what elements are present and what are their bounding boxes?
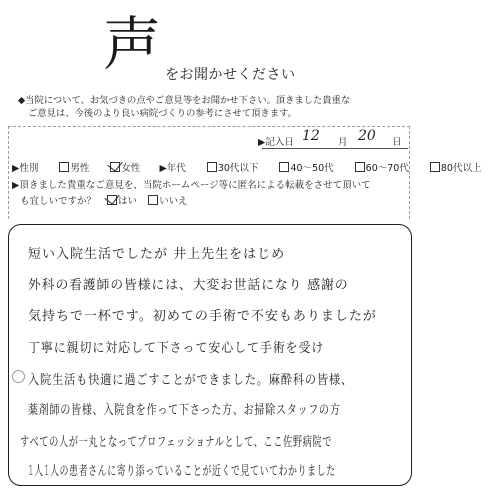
gender-female-option[interactable] bbox=[108, 160, 148, 174]
age-80-checkbox[interactable] bbox=[430, 162, 440, 172]
age-option-60[interactable] bbox=[353, 160, 417, 174]
date-field[interactable] bbox=[258, 128, 408, 148]
age-option-80[interactable] bbox=[428, 160, 490, 174]
comment-line-3: 気持ちで一杯です。初めての手術で不安もありましたが bbox=[28, 309, 377, 324]
age-60-label: 60〜70代 bbox=[365, 163, 409, 174]
gender-male-checkbox[interactable] bbox=[59, 162, 69, 172]
age-option-40[interactable] bbox=[277, 160, 341, 174]
consent-yes-checkbox[interactable] bbox=[107, 195, 117, 205]
age-60-checkbox[interactable] bbox=[355, 162, 365, 172]
age-label: ▶年代 bbox=[159, 163, 186, 174]
date-year-value: 12 bbox=[302, 128, 320, 144]
consent-no-option[interactable] bbox=[146, 194, 188, 210]
consent-question bbox=[12, 178, 408, 210]
age-30-checkbox[interactable] bbox=[207, 162, 217, 172]
age-80-label: 80代以上 bbox=[440, 163, 482, 174]
age-option-30[interactable] bbox=[205, 160, 267, 174]
age-40-label: 40〜50代 bbox=[290, 163, 334, 174]
intro-text bbox=[18, 94, 410, 120]
date-label: ▶記入日 bbox=[258, 137, 294, 148]
intro-line-1: ◆当院について、お気づきの点やご意見等をお聞かせ下さい。頂きました貴重な bbox=[18, 95, 351, 106]
gender-age-row bbox=[12, 160, 497, 174]
gender-label: ▶性別 bbox=[12, 163, 39, 174]
comment-line-7: すべての人が一丸となってプロフェッショナルとして、ここ佐野病院で bbox=[20, 435, 333, 450]
comment-line-2: 外科の看護師の皆様には、大変お世話になり 感謝の bbox=[28, 278, 349, 293]
age-30-label: 30代以下 bbox=[217, 163, 259, 174]
date-day-value: 20 bbox=[358, 128, 376, 144]
gender-male-option[interactable] bbox=[57, 160, 97, 174]
date-underline bbox=[262, 148, 408, 149]
consent-yes-option[interactable] bbox=[105, 194, 137, 210]
gender-male-label: 男性 bbox=[70, 163, 90, 174]
consent-yes-label: はい bbox=[118, 196, 138, 207]
comment-line-6: 薬剤師の皆様、入院食を作って下さった方、お掃除スタッフの方 bbox=[28, 403, 341, 418]
gender-female-label: 女性 bbox=[121, 163, 141, 174]
gender-female-checkbox[interactable] bbox=[110, 162, 120, 172]
comment-line-8: 1人1人の患者さんに寄り添っていることが近くで見ていてわかりました bbox=[28, 464, 336, 479]
consent-no-checkbox[interactable] bbox=[148, 195, 158, 205]
consent-no-label: いいえ bbox=[159, 196, 188, 207]
page-title: をお聞かせください bbox=[165, 67, 296, 83]
comment-line-1: 短い入院生活でしたが 井上先生をはじめ bbox=[28, 247, 286, 262]
punch-hole bbox=[12, 370, 25, 383]
consent-line-1: ▶頂きました貴重なご意見を、当院ホームページ等に匿名による転載をさせて頂いて bbox=[12, 180, 371, 191]
comment-line-4: 丁寧に親切に対応して下さって安心して手術を受け bbox=[28, 341, 325, 356]
consent-line-2: も宜しいですか？ はい いいえ bbox=[12, 194, 408, 210]
title-large-char: 声 bbox=[103, 10, 162, 78]
intro-line-2: ご意見は、今後のより良い病院づくりの参考にさせて頂きます。 bbox=[28, 108, 297, 119]
age-40-checkbox[interactable] bbox=[279, 162, 289, 172]
comment-line-5: 入院生活も快適に過ごすことができました。麻酔科の皆様、 bbox=[28, 373, 354, 388]
date-month-label: 月 bbox=[338, 137, 348, 148]
date-day-label: 日 bbox=[392, 137, 402, 148]
